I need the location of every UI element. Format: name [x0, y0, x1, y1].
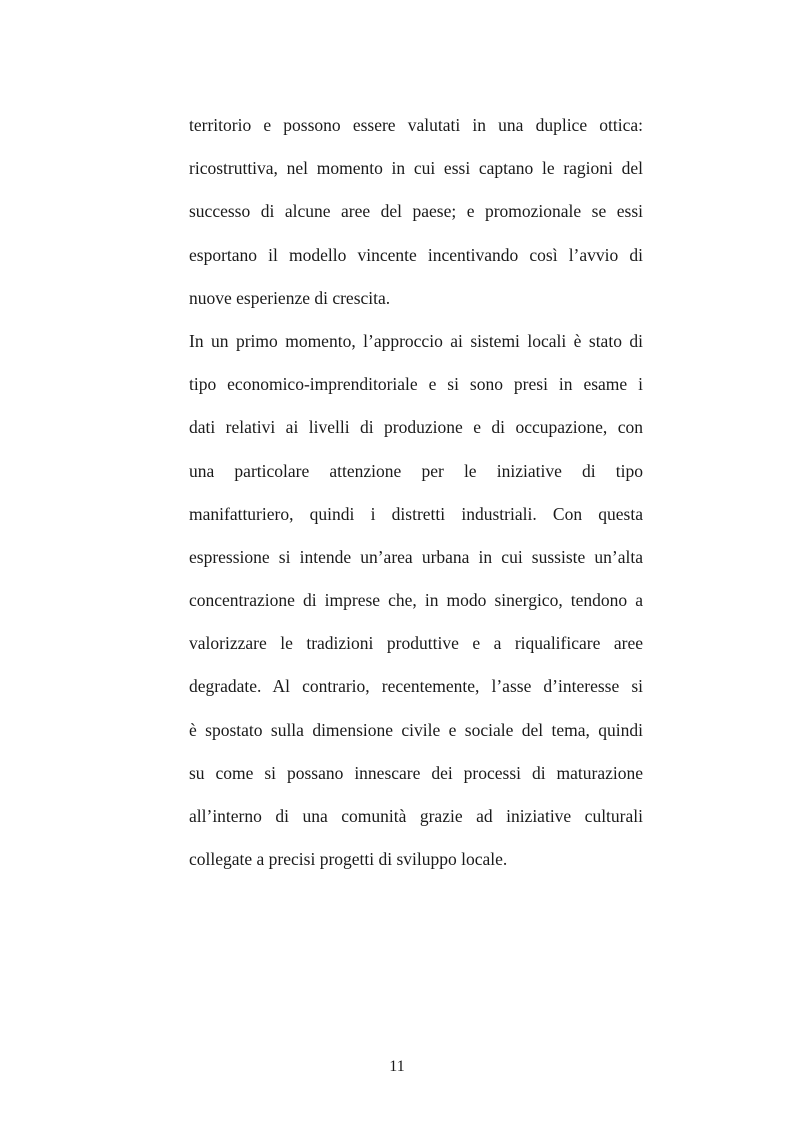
text-line: degradate. Al contrario, recentemente, l’asse d’interesse si: [189, 676, 643, 697]
text-line: dati relativi ai livelli di produzione e di occupazione, con: [189, 417, 643, 438]
text-line: esportano il modello vincente incentivando così l’avvio di: [189, 244, 643, 265]
body-text: [189, 104, 643, 881]
text-line: su come si possano innescare dei processi di maturazione: [189, 762, 643, 783]
text-line: tipo economico-imprenditoriale e si sono presi in esame i: [189, 374, 643, 395]
text-line: espressione si intende un’area urbana in cui sussiste un’alta: [189, 546, 643, 567]
page-number: 11: [389, 1058, 405, 1075]
text-line: valorizzare le tradizioni produttive e a riqualificare aree: [189, 633, 643, 654]
text-line: successo di alcune aree del paese; e promozionale se essi: [189, 201, 643, 222]
text-line: In un primo momento, l’approccio ai sistemi locali è stato di: [189, 330, 643, 351]
text-line: nuove esperienze di crescita.: [189, 287, 391, 308]
text-line: collegate a precisi progetti di sviluppo locale.: [189, 849, 508, 870]
text-line: manifatturiero, quindi i distretti industriali. Con questa: [189, 503, 643, 524]
text-line: territorio e possono essere valutati in una duplice ottica:: [189, 115, 643, 135]
text-line: è spostato sulla dimensione civile e sociale del tema, quindi: [189, 719, 643, 740]
text-line: una particolare attenzione per le iniziative di tipo: [189, 460, 643, 481]
text-line: all’interno di una comunità grazie ad iniziative culturali: [189, 806, 643, 826]
text-line: concentrazione di imprese che, in modo sinergico, tendono a: [189, 590, 643, 611]
text-line: ricostruttiva, nel momento in cui essi captano le ragioni del: [189, 158, 643, 179]
